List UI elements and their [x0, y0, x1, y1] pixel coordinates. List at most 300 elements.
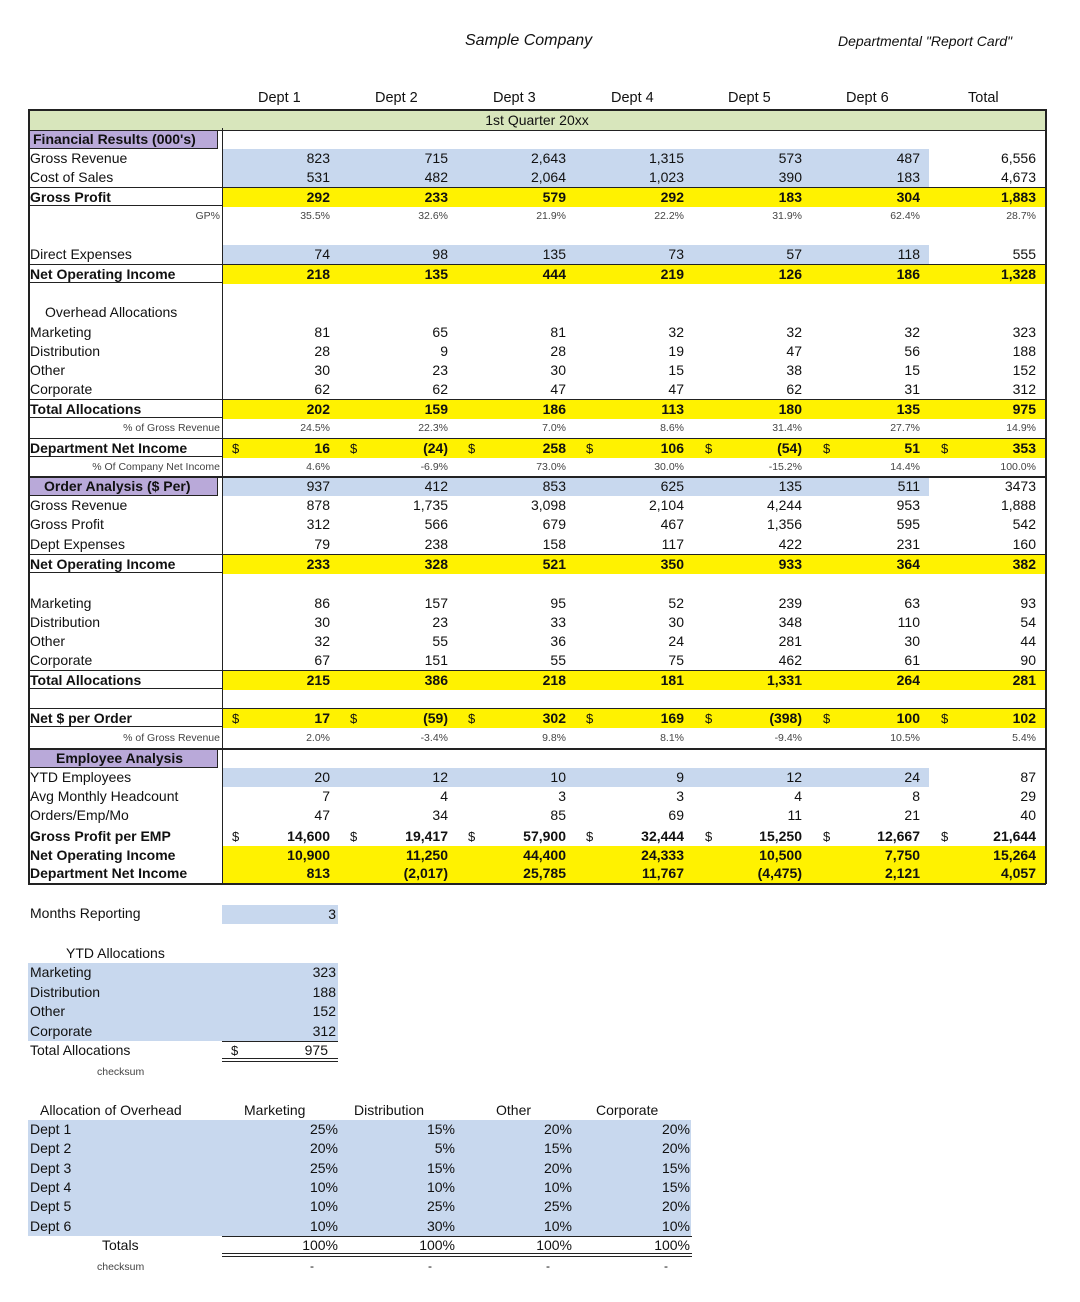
cell-value: 186: [542, 401, 566, 417]
alloc-cell: 20%: [543, 1159, 572, 1176]
col-header-dept2: Dept 2: [375, 90, 418, 106]
cell-value: 422: [778, 536, 802, 552]
cell-value: 2,643: [530, 150, 566, 166]
table-row: [28, 846, 1046, 865]
alloc-header: Distribution: [354, 1102, 425, 1118]
ytd-row-label: Distribution: [30, 983, 101, 1000]
cell-value: 69: [668, 807, 684, 823]
col-header-dept1: Dept 1: [258, 90, 301, 106]
alloc-block: [28, 1120, 691, 1236]
cell-value: 106: [660, 440, 684, 456]
row-label: Net Operating Income: [30, 556, 176, 572]
alloc-row-label: Dept 6: [30, 1217, 72, 1234]
row-label: Marketing: [30, 595, 92, 611]
currency-symbol: $: [468, 711, 476, 726]
table-row: [28, 864, 1046, 883]
alloc-total: 100%: [536, 1237, 572, 1253]
table-row: [28, 613, 1046, 632]
table-row: [28, 787, 1046, 806]
grid-line: [222, 1236, 692, 1237]
cell-value: 28: [314, 343, 330, 359]
cell-value: 21: [904, 807, 920, 823]
cell-value: (4,475): [757, 865, 802, 881]
cell-value: 63: [904, 595, 920, 611]
currency-symbol: $: [586, 829, 594, 844]
row-label: Marketing: [30, 324, 92, 340]
report-title: Departmental "Report Card": [838, 33, 1013, 49]
cell-value: 348: [778, 614, 802, 630]
cell-value: 14.4%: [890, 461, 920, 473]
cell-value: 33: [550, 614, 566, 630]
row-highlight: [223, 709, 1046, 728]
cell-value: 1,356: [766, 516, 802, 532]
cell-value: 47: [314, 807, 330, 823]
table-row: [28, 245, 1046, 264]
cell-value: 19: [668, 343, 684, 359]
cell-value: 2,121: [884, 865, 920, 881]
cell-value: 62.4%: [890, 210, 920, 222]
cell-value: 9.8%: [542, 732, 566, 744]
cell-value: 36: [550, 633, 566, 649]
cell-value: 75: [668, 652, 684, 668]
alloc-row-label: Dept 2: [30, 1140, 72, 1157]
cell-value: 188: [1012, 343, 1036, 359]
cell-value: 813: [306, 865, 330, 881]
row-label: % Of Company Net Income: [92, 461, 220, 473]
row-label: Department Net Income: [30, 440, 188, 456]
ytd-row-label: Other: [30, 1003, 66, 1019]
cell-value: 382: [1012, 556, 1036, 572]
cell-value: 4: [794, 788, 802, 804]
cell-value: 74: [314, 246, 330, 262]
cell-value: 2,064: [530, 169, 566, 185]
cell-value: 4,244: [766, 497, 802, 513]
alloc-checksum: -: [664, 1259, 668, 1273]
alloc-header: Corporate: [596, 1102, 659, 1118]
cell-value: 511: [897, 478, 920, 494]
alloc-cell: 25%: [309, 1121, 338, 1137]
table-row: [28, 554, 1046, 573]
cell-value: 218: [306, 266, 330, 282]
cell-value: 30: [550, 362, 566, 378]
alloc-cell: 25%: [309, 1159, 338, 1176]
table-row: [28, 632, 1046, 651]
cell-value: 937: [306, 478, 330, 494]
cell-value: 20: [314, 769, 330, 785]
row-highlight: [223, 555, 1046, 574]
ytd-total-currency: $: [231, 1043, 239, 1058]
cell-value: 31.4%: [772, 422, 802, 434]
cell-value: 21,644: [993, 828, 1036, 844]
ytd-row-value: 312: [312, 1022, 336, 1039]
grid-line: [222, 1058, 338, 1059]
cell-value: 67: [314, 652, 330, 668]
cell-value: -9.4%: [774, 732, 802, 744]
table-row: [28, 806, 1046, 825]
cell-value: 3,098: [530, 497, 566, 513]
alloc-cell: 10%: [543, 1178, 572, 1195]
grid-line: [28, 109, 30, 884]
cell-value: 30: [314, 362, 330, 378]
cell-value: 14.9%: [1006, 422, 1036, 434]
currency-symbol: $: [941, 829, 949, 844]
row-highlight: [223, 400, 1046, 419]
cell-value: 159: [424, 401, 448, 417]
cell-value: 32: [668, 324, 684, 340]
cell-value: 23: [432, 362, 448, 378]
cell-value: 30.0%: [654, 461, 684, 473]
cell-value: 625: [660, 478, 684, 494]
cell-value: 38: [786, 362, 802, 378]
cell-value: 4,673: [1000, 169, 1036, 185]
cell-value: 118: [897, 246, 920, 262]
row-label: Distribution: [30, 614, 101, 630]
alloc-total: 100%: [419, 1237, 455, 1253]
table-row: [28, 399, 1046, 418]
cell-value: 4,057: [1000, 865, 1036, 881]
alloc-row-label: Dept 5: [30, 1198, 72, 1215]
cell-value: 364: [896, 556, 920, 572]
cell-value: 8.6%: [660, 422, 684, 434]
cell-value: 152: [1012, 362, 1036, 378]
cell-value: 462: [778, 652, 802, 668]
cell-value: 73: [668, 246, 684, 262]
row-label: Gross Revenue: [30, 150, 128, 166]
cell-value: (2,017): [403, 865, 448, 881]
cell-value: 151: [424, 652, 448, 668]
grid-line: [222, 1041, 338, 1042]
cell-value: 16: [314, 440, 330, 456]
currency-symbol: $: [705, 829, 713, 844]
cell-value: 24,333: [641, 847, 684, 863]
table-row: [28, 361, 1046, 380]
cell-value: 823: [306, 150, 330, 166]
cell-value: 2,104: [648, 497, 684, 513]
currency-symbol: $: [823, 829, 831, 844]
cell-value: 62: [786, 381, 802, 397]
alloc-row-label: Dept 4: [30, 1178, 72, 1195]
table-row: [28, 651, 1046, 670]
cell-value: 10,900: [287, 847, 330, 863]
cell-value: 158: [542, 536, 566, 552]
cell-value: (54): [777, 440, 802, 456]
cell-value: 542: [1012, 516, 1036, 532]
cell-value: 27.7%: [890, 422, 920, 434]
cell-value: 24: [904, 769, 920, 785]
company-title: Sample Company: [465, 32, 593, 49]
cell-value: 24: [668, 633, 684, 649]
cell-value: 12,667: [877, 828, 920, 844]
cell-value: 1,315: [648, 150, 684, 166]
alloc-total: 100%: [302, 1237, 338, 1253]
cell-value: 482: [424, 169, 448, 185]
cell-value: 135: [896, 401, 920, 417]
cell-value: 467: [660, 516, 684, 532]
grid-line: [222, 1256, 692, 1257]
cell-value: 54: [1020, 614, 1036, 630]
cell-value: 81: [314, 324, 330, 340]
row-highlight: [223, 439, 1046, 458]
cell-value: -15.2%: [768, 461, 802, 473]
cell-value: 113: [661, 401, 684, 417]
cell-value: 32: [314, 633, 330, 649]
row-label: Avg Monthly Headcount: [30, 788, 179, 804]
cell-value: 135: [778, 478, 802, 494]
cell-value: 386: [424, 672, 448, 688]
cell-value: 312: [306, 516, 330, 532]
grid-line: [222, 128, 223, 884]
alloc-cell: 20%: [309, 1140, 338, 1157]
grid-line: [1045, 109, 1047, 884]
alloc-cell: 15%: [426, 1121, 455, 1137]
cell-value: 95: [550, 595, 566, 611]
cell-value: 98: [432, 246, 448, 262]
cell-value: 555: [1012, 246, 1036, 262]
row-label: Other: [30, 633, 66, 649]
cell-value: 62: [314, 381, 330, 397]
row-label: Net $ per Order: [30, 710, 132, 726]
col-header-dept5: Dept 5: [728, 90, 771, 106]
alloc-cell: 15%: [426, 1159, 455, 1176]
cell-value: 3: [558, 788, 566, 804]
cell-value: 15,250: [759, 828, 802, 844]
cell-value: 30: [668, 614, 684, 630]
cell-value: 86: [314, 595, 330, 611]
grid-line: [28, 476, 1046, 478]
table-row: [28, 342, 1046, 361]
row-highlight: [223, 864, 1046, 883]
cell-value: 3: [676, 788, 684, 804]
cell-value: 65: [432, 324, 448, 340]
col-header-dept4: Dept 4: [611, 90, 654, 106]
alloc-cell: 20%: [661, 1140, 690, 1157]
cell-value: 183: [896, 169, 920, 185]
currency-symbol: $: [586, 441, 594, 456]
ytd-row-label: Marketing: [30, 964, 92, 980]
row-label: Total Allocations: [30, 401, 142, 417]
ytd-title: YTD Allocations: [66, 945, 165, 961]
table-row: [28, 458, 1046, 477]
table-row: [28, 768, 1046, 787]
cell-value: 6,556: [1000, 150, 1036, 166]
currency-symbol: $: [232, 711, 240, 726]
cell-value: 15,264: [993, 847, 1036, 863]
cell-value: 25,785: [523, 865, 566, 881]
row-label: YTD Employees: [30, 769, 132, 785]
alloc-header: Marketing: [244, 1102, 306, 1118]
cell-value: 292: [660, 189, 684, 205]
alloc-cell: 10%: [309, 1178, 338, 1195]
cell-value: 258: [542, 440, 566, 456]
table-row: [28, 438, 1046, 457]
cell-value: 24.5%: [300, 422, 330, 434]
cell-value: 233: [424, 189, 448, 205]
cell-value: 7: [322, 788, 330, 804]
cell-value: (59): [423, 710, 448, 726]
ytd-row-value: 188: [312, 983, 336, 1000]
cell-value: 933: [778, 556, 802, 572]
col-header-dept6: Dept 6: [846, 90, 889, 106]
cell-value: 55: [432, 633, 448, 649]
cell-value: 17: [314, 710, 330, 726]
ytd-row-label: Corporate: [30, 1022, 93, 1039]
alloc-cell: 20%: [543, 1121, 572, 1137]
cell-value: 531: [306, 169, 330, 185]
cell-value: 239: [778, 595, 802, 611]
table-row: [28, 496, 1046, 515]
alloc-cell: 25%: [426, 1198, 455, 1215]
row-label: % of Gross Revenue: [123, 732, 220, 744]
alloc-row-label: Dept 1: [30, 1121, 72, 1137]
cell-value: 579: [542, 189, 566, 205]
alloc-cell: 10%: [309, 1217, 338, 1234]
alloc-row-label: Dept 3: [30, 1159, 72, 1176]
ytd-total-value: 975: [304, 1042, 328, 1058]
cell-value: 34: [432, 807, 448, 823]
cell-value: 444: [542, 266, 566, 282]
cell-value: 323: [1012, 324, 1036, 340]
months-value: 3: [328, 906, 336, 922]
cell-value: 55: [550, 652, 566, 668]
cell-value: 14,600: [287, 828, 330, 844]
table-row: [28, 187, 1046, 206]
alloc-cell: 20%: [661, 1121, 690, 1137]
alloc-checksum: -: [546, 1259, 550, 1273]
cell-value: 202: [306, 401, 330, 417]
cell-value: 1,331: [766, 672, 802, 688]
cell-value: 47: [550, 381, 566, 397]
cell-value: 281: [1012, 672, 1036, 688]
row-label: Net Operating Income: [30, 266, 176, 282]
alloc-cell: 15%: [661, 1159, 690, 1176]
cell-value: (398): [769, 710, 802, 726]
row-highlight: [223, 846, 1046, 865]
cell-value: 93: [1020, 595, 1036, 611]
grid-line: [222, 1061, 338, 1062]
col-header-dept3: Dept 3: [493, 90, 536, 106]
currency-symbol: $: [350, 441, 358, 456]
cell-value: 231: [896, 536, 920, 552]
table-row: [28, 827, 1046, 846]
alloc-header: Other: [496, 1102, 532, 1118]
currency-symbol: $: [705, 711, 713, 726]
cell-value: 47: [668, 381, 684, 397]
row-label: % of Gross Revenue: [123, 422, 220, 434]
row-label: Gross Profit per EMP: [30, 828, 171, 844]
cell-value: 31.9%: [772, 210, 802, 222]
cell-value: 35.5%: [300, 210, 330, 222]
cell-value: 390: [778, 169, 802, 185]
cell-value: 81: [550, 324, 566, 340]
cell-value: 85: [550, 807, 566, 823]
cell-value: 412: [424, 478, 448, 494]
row-label: Direct Expenses: [30, 246, 132, 262]
cell-value: 181: [660, 672, 684, 688]
cell-value: 5.4%: [1012, 732, 1036, 744]
cell-value: 521: [542, 556, 566, 572]
cell-value: 353: [1012, 440, 1036, 456]
cell-value: 110: [897, 614, 920, 630]
cell-value: -3.4%: [420, 732, 448, 744]
cell-value: 30: [314, 614, 330, 630]
cell-value: 57,900: [523, 828, 566, 844]
ytd-checksum: checksum: [97, 1066, 145, 1078]
currency-symbol: $: [232, 441, 240, 456]
cell-value: (24): [423, 440, 448, 456]
cell-value: 32,444: [641, 828, 684, 844]
currency-symbol: $: [350, 711, 358, 726]
cell-value: 1,888: [1000, 497, 1036, 513]
cell-value: -6.9%: [420, 461, 448, 473]
table-row: [28, 670, 1046, 689]
row-label: Gross Profit: [30, 189, 111, 205]
currency-symbol: $: [350, 829, 358, 844]
row-label: Corporate: [30, 381, 93, 397]
cell-value: 47: [786, 343, 802, 359]
grid-line: [28, 748, 1046, 750]
cell-value: 22.2%: [654, 210, 684, 222]
cell-value: 328: [424, 556, 448, 572]
alloc-checksum: -: [428, 1259, 432, 1273]
cell-value: 281: [778, 633, 802, 649]
overhead-title: Overhead Allocations: [45, 304, 178, 320]
table-row: [28, 323, 1046, 342]
currency-symbol: $: [705, 441, 713, 456]
alloc-checksum-label: checksum: [97, 1261, 145, 1273]
cell-value: 22.3%: [418, 422, 448, 434]
cell-value: 292: [306, 189, 330, 205]
cell-value: 9: [440, 343, 448, 359]
cell-value: 12: [786, 769, 802, 785]
table-row: [28, 207, 1046, 226]
currency-symbol: $: [468, 441, 476, 456]
cell-value: 1,735: [412, 497, 448, 513]
grid-line: [222, 1253, 692, 1254]
cell-value: 61: [904, 652, 920, 668]
alloc-title: Allocation of Overhead: [40, 1102, 182, 1118]
cell-value: 44: [1020, 633, 1036, 649]
currency-symbol: $: [468, 829, 476, 844]
cell-value: 31: [904, 381, 920, 397]
row-label: Orders/Emp/Mo: [30, 807, 129, 823]
alloc-cell: 5%: [434, 1140, 455, 1157]
alloc-total: 100%: [654, 1237, 690, 1253]
cell-value: 878: [306, 497, 330, 513]
cell-value: 157: [424, 595, 448, 611]
table-row: [28, 594, 1046, 613]
cell-value: 8: [912, 788, 920, 804]
months-input[interactable]: [222, 905, 338, 924]
cell-value: 135: [542, 246, 566, 262]
cell-value: 23: [432, 614, 448, 630]
employee-section-title: Employee Analysis: [56, 750, 184, 766]
row-label: GP%: [195, 210, 220, 222]
cell-value: 30: [904, 633, 920, 649]
row-highlight: [223, 671, 1046, 690]
row-label: Total Allocations: [30, 672, 142, 688]
months-label: Months Reporting: [30, 905, 141, 921]
table-row: [28, 708, 1046, 727]
cell-value: 28.7%: [1006, 210, 1036, 222]
table-row: [28, 729, 1046, 748]
cell-value: 10: [550, 769, 566, 785]
cell-value: 62: [432, 381, 448, 397]
row-label: Gross Revenue: [30, 497, 128, 513]
cell-value: 573: [778, 150, 802, 166]
cell-value: 90: [1020, 652, 1036, 668]
table-row: [28, 149, 1046, 168]
cell-value: 4: [440, 788, 448, 804]
